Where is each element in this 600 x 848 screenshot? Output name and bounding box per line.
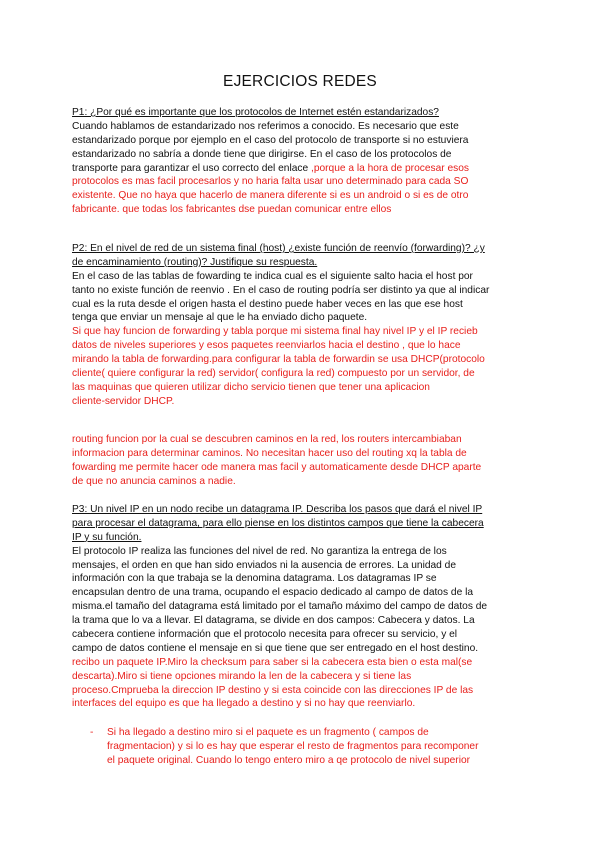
p3-bullet-line: fragmentacion) y si lo es hay que esperar el resto de fragmentos para recomponer xyxy=(107,740,479,752)
p3-question-line: P3: Un nivel IP en un nodo recibe un datagrama IP. Describa los pasos que dará el nivel IP xyxy=(72,504,483,515)
p1-red-answer-line: protocolos es mas facil procesarlos y no haria falta usar uno determinado para cada SO xyxy=(72,176,469,188)
p3-bullet-text xyxy=(107,726,537,768)
p2-routing-line: routing funcion por la cual se descubren caminos en la red, los routers intercambiaban xyxy=(72,434,462,445)
p2-question-line: P2: En el nivel de red de un sistema final (host) ¿existe función de reenvío (forwarding)? ¿y xyxy=(72,243,485,254)
p1-mixed-red: ,porque a la hora de procesar esos xyxy=(310,162,469,174)
p2-routing-line: de que no anuncia caminos a nadie. xyxy=(72,475,236,487)
p3-red-answer-line: proceso.Cmprueba la direccion IP destino y si esta coincide con las direcciones IP de las xyxy=(72,684,474,696)
p2-red-answer-line: mirando la tabla de forwarding.para configurar la tabla de forwardin se usa DHCP(protocolo xyxy=(72,354,485,366)
p1-red-answer-line: fabricante. que todas los fabricantes dse puedan comunicar entre ellos xyxy=(72,204,392,216)
p2-red-answer-line: datos de niveles superiores y esos paquetes reenviarlos hacia el destino , que lo hace xyxy=(72,340,461,352)
p3-answer-line: campo de datos contiene el mensaje en si que tiene que ser entregado en el host destino. xyxy=(72,642,479,654)
p2-red-answer-line: las maquinas que quieren utilizar dicho servicio tienen que tener una aplicacion xyxy=(72,381,430,393)
p3-answer-line: mensajes, el orden en que han sido enviados ni la ausencia de errores. La unidad de xyxy=(72,559,456,571)
p2-answer-line: cual es la ruta desde el origen hasta el destino puede haber veces en las que ese host xyxy=(72,298,463,310)
p1-red-answer-line: existente. Que no haya que hacerlo de manera diferente si es un android o si es de otro xyxy=(72,190,469,202)
p2-routing-section xyxy=(72,433,530,489)
p3-question-line: IP y su función. xyxy=(72,531,142,543)
p2-answer-line: tenga que enviar un mensaje al que le ha enviado dicho paquete. xyxy=(72,312,368,324)
p3-answer-line: la trama que lo va a llevar. El datagrama, se divide en dos campos: Cabecera y datos. La xyxy=(72,615,475,627)
p3-red-answer-line: interfaces del equipo es que ha llegado a destino y si no hay que reenviarlo. xyxy=(72,698,416,710)
p3-bullet-line: Si ha llegado a destino miro si el paquete es un fragmento ( campos de xyxy=(107,727,429,738)
p1-answer-line: Cuando hablamos de estandarizado nos referimos a conocido. Es necesario que este xyxy=(72,120,459,132)
p3-answer-line: cabecera contiene información que el protocolo necesita para ofrecer su servicio, y el xyxy=(72,629,458,641)
p2-routing-line: informacion para determinar caminos. No necesitan hacer uso del routing xq la tabla de xyxy=(72,447,467,459)
p3-red-answer-line: descarta).Miro si tiene opciones mirando la len de la cabecera y si tiene las xyxy=(72,670,412,682)
p2-red-answer-line: cliente( quiere configurar la red) servidor( configura la red) compuesto por un servidor, de xyxy=(72,368,475,380)
p1-mixed-line xyxy=(72,162,530,176)
p1-question: P1: ¿Por qué es importante que los protocolos de Internet estén estandarizados? xyxy=(72,107,439,118)
p3-answer-line: El protocolo IP realiza las funciones del nivel de red. No garantiza la entrega de los xyxy=(72,545,447,557)
p3-answer-line: información con la que trabaja se la denomina datagrama. Los datagramas IP se xyxy=(72,573,437,585)
p3-answer-line: misma.el tamaño del datagrama está limitado por el tamaño máximo del campo de datos de xyxy=(72,601,488,613)
p1-mixed-black: transporte para garantizar el uso correcto del enlace xyxy=(72,162,311,174)
p2-question-line: de encaminamiento (routing)? Justifique su respuesta. xyxy=(72,256,318,268)
p2-answer-line: En el caso de las tablas de fowarding te indica cual es el siguiente salto hacia el host por xyxy=(72,270,473,282)
p3-question-line: para procesar el datagrama, para ello piense en los distintos campos que tiene la cabecera xyxy=(72,517,484,529)
document-title: EJERCICIOS REDES xyxy=(223,73,377,90)
p2-red-answer-line: cliente-servidor DHCP. xyxy=(72,395,175,407)
bullet-dash-icon: - xyxy=(90,727,94,738)
p3-answer-line: encapsulan dentro de una trama, ocupando el espacio dedicado al campo de datos de la xyxy=(72,587,473,599)
p1-answer-line: estandarizado porque por ejemplo en el caso del protocolo de transporte si no estuviera xyxy=(72,134,469,146)
p2-answer-line: tanto no existe función de reenvio . En el caso de routing podría ser distinto ya que al indicar xyxy=(72,284,490,296)
p2-section xyxy=(72,242,530,409)
p3-red-answer-line: recibo un paquete IP.Miro la checksum para saber si la cabecera esta bien o esta mal(se xyxy=(72,656,473,668)
p2-red-answer-line: Si que hay funcion de forwarding y tabla porque mi sistema final hay nivel IP y el IP recieb xyxy=(72,326,478,338)
p2-routing-line: fowarding me permite hacer ode manera mas facil y automaticamente desde DHCP aparte xyxy=(72,461,482,473)
p1-section xyxy=(72,106,530,217)
p3-bullet-line: el paquete original. Cuando lo tengo entero miro a qe protocolo de nivel superior xyxy=(107,754,471,766)
p1-answer-line: estandarizado no sabría a donde tiene que dirigirse. En el caso de los protocolos de xyxy=(72,148,452,160)
p3-section xyxy=(72,503,530,711)
